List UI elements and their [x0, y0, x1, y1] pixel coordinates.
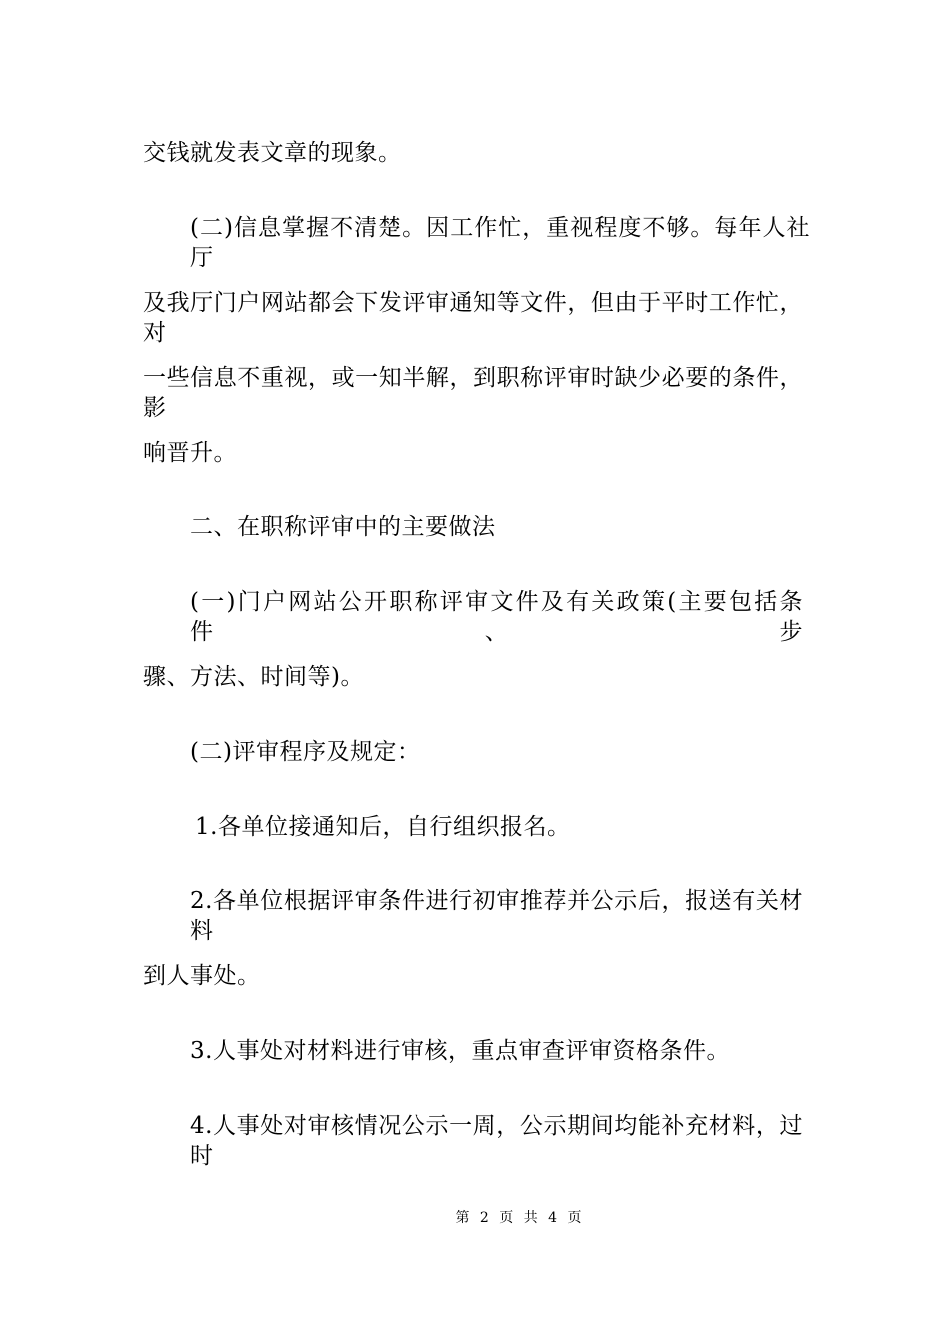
text-line-8: 骤、方法、时间等)。 [143, 664, 364, 690]
text-line-12: 到人事处。 [143, 963, 261, 989]
text-line-3: 及我厅门户网站都会下发评审通知等文件，但由于平时工作忙，对 [143, 290, 803, 346]
text-line-7: (一)门户网站公开职称评审文件及有关政策(主要包括条件、步 [190, 589, 803, 645]
page-number-footer: 第 2 页 共 4 页 [455, 1210, 585, 1226]
text-line-11: 2.各单位根据评审条件进行初审推荐并公示后，报送有关材料 [190, 888, 803, 944]
text-line-1: 交钱就发表文章的现象。 [143, 140, 402, 166]
text-line-10: 1.各单位接通知后，自行组织报名。 [195, 814, 571, 840]
text-line-9: (二)评审程序及规定： [190, 739, 421, 765]
text-line-5: 响晋升。 [143, 440, 237, 466]
section-heading: 二、在职称评审中的主要做法 [190, 514, 496, 540]
text-line-2: (二)信息掌握不清楚。因工作忙，重视程度不够。每年人社厅 [190, 215, 810, 271]
text-line-13: 3.人事处对材料进行审核，重点审查评审资格条件。 [190, 1038, 730, 1064]
text-line-4: 一些信息不重视，或一知半解，到职称评审时缺少必要的条件，影 [143, 365, 803, 421]
text-line-14: 4.人事处对审核情况公示一周，公示期间均能补充材料，过时 [190, 1113, 803, 1169]
